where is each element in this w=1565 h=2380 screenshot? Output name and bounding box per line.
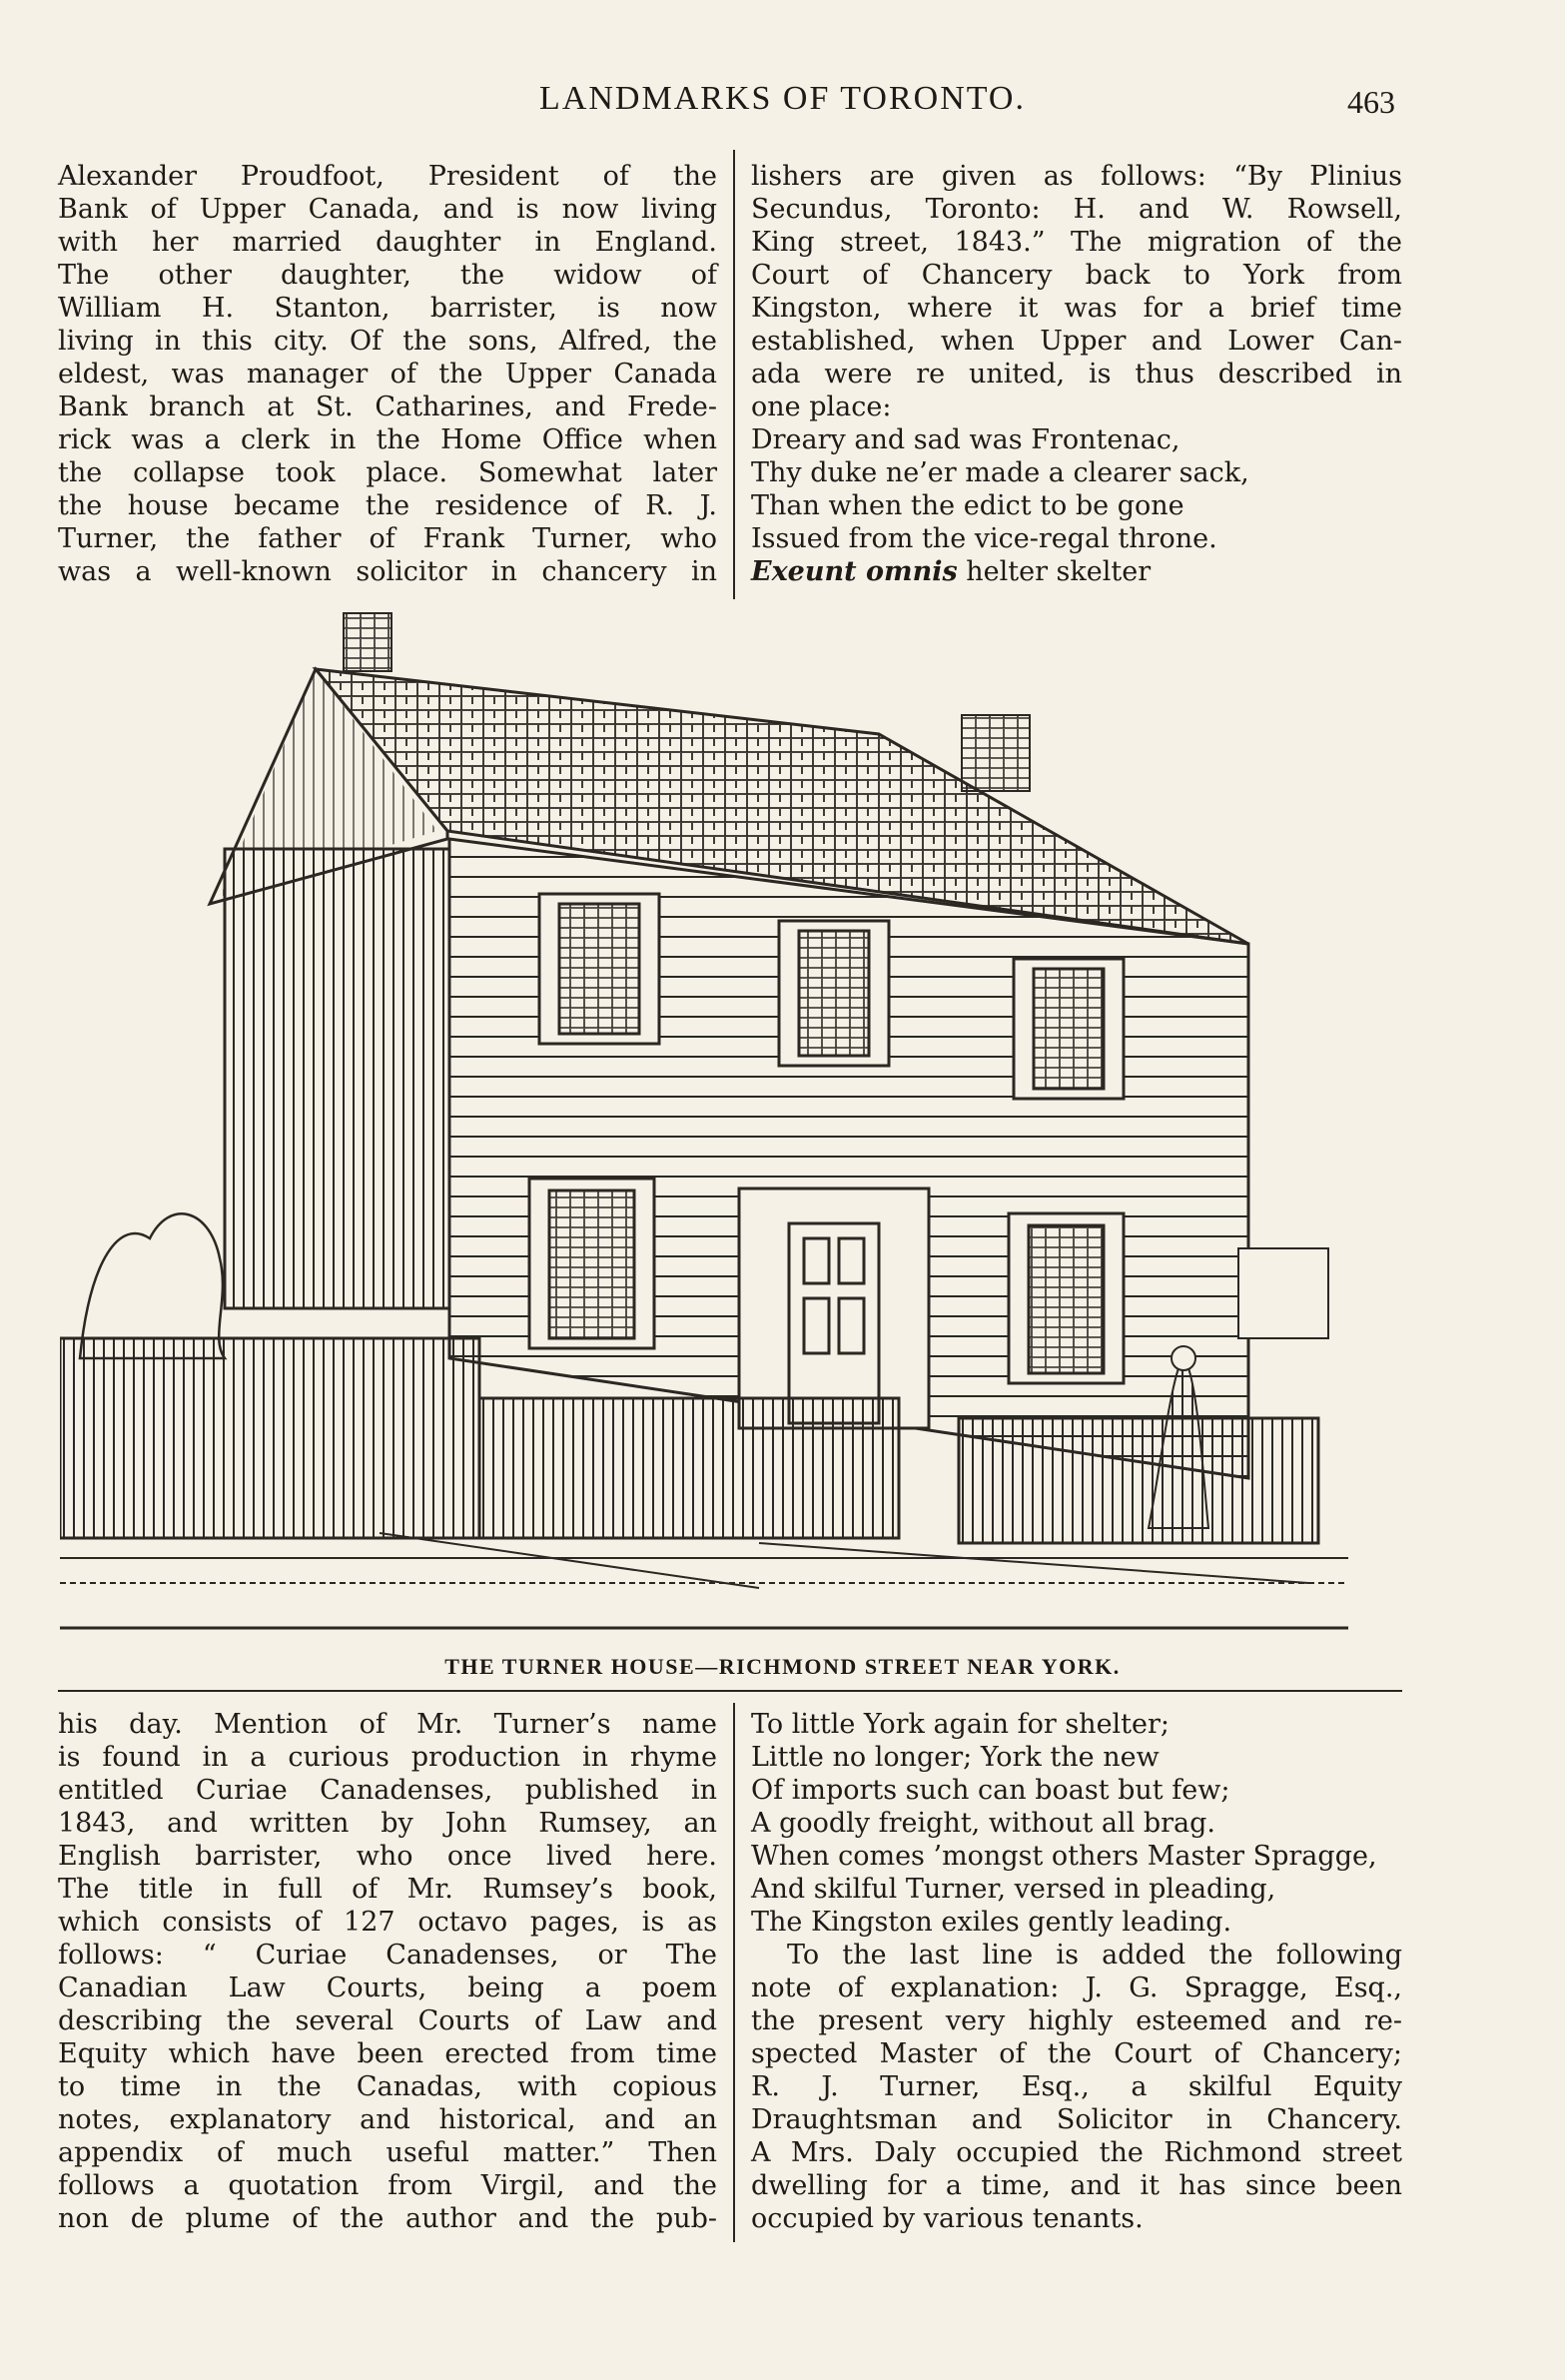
- text-line: King street, 1843.” The migration of the: [751, 227, 1402, 258]
- verse-line: Than when the edict to be gone: [751, 490, 1184, 521]
- text-line: spected Master of the Court of Chancery;: [751, 2038, 1402, 2069]
- verse-line: Little no longer; York the new: [751, 1742, 1160, 1773]
- top-right-column: [751, 160, 1402, 588]
- text-line: follows a quotation from Virgil, and the: [58, 2170, 717, 2201]
- column-divider: [733, 1703, 735, 2242]
- tree: [80, 1213, 225, 1358]
- text-line: the house became the residence of R. J.: [58, 490, 717, 521]
- text-line: non de plume of the author and the pub-: [58, 2203, 717, 2234]
- text-line: dwelling for a time, and it has since been: [751, 2170, 1402, 2201]
- text-line: William H. Stanton, barrister, is now: [58, 293, 717, 324]
- verse-line: The Kingston exiles gently leading.: [751, 1907, 1232, 1938]
- text-line: A Mrs. Daly occupied the Richmond street: [751, 2137, 1402, 2168]
- verse-tail: helter skelter: [957, 556, 1152, 587]
- text-line: eldest, was manager of the Upper Canada: [58, 359, 717, 390]
- running-title: LANDMARKS OF TORONTO.: [539, 80, 1026, 117]
- column-divider: [733, 150, 735, 599]
- text-line: Court of Chancery back to York from: [751, 260, 1402, 291]
- figure-caption: THE TURNER HOUSE—RICHMOND STREET NEAR YORK.: [444, 1654, 1121, 1679]
- running-head: [0, 80, 1565, 130]
- text-line: Bank branch at St. Catharines, and Frede-: [58, 392, 717, 422]
- top-left-column: [58, 160, 717, 588]
- chimney-left: [344, 613, 391, 671]
- text-line: living in this city. Of the sons, Alfred, the: [58, 326, 717, 357]
- text-line: his day. Mention of Mr. Turner’s name: [58, 1709, 717, 1740]
- bottom-left-column: [58, 1708, 717, 2235]
- text-line: R. J. Turner, Esq., a skilful Equity: [751, 2071, 1402, 2102]
- front-door: [739, 1189, 929, 1428]
- text-line: Equity which have been erected from time: [58, 2038, 717, 2069]
- turner-house-engraving: [60, 599, 1358, 1638]
- text-line: was a well-known solicitor in chancery in: [58, 556, 717, 587]
- text-line: To the last line is added the following: [787, 1940, 1402, 1971]
- text-line: Turner, the father of Frank Turner, who: [58, 523, 717, 554]
- text-line: appendix of much useful matter.” Then: [58, 2137, 717, 2168]
- text-line: Kingston, where it was for a brief time: [751, 293, 1402, 324]
- text-line: is found in a curious production in rhyme: [58, 1742, 717, 1773]
- verse-line: Issued from the vice-regal throne.: [751, 523, 1217, 554]
- text-line: describing the several Courts of Law and: [58, 2005, 717, 2036]
- text-line: entitled Curiae Canadenses, published in: [58, 1775, 717, 1806]
- bottom-right-column: [751, 1708, 1402, 2235]
- text-line: which consists of 127 octavo pages, is as: [58, 1907, 717, 1938]
- text-line: Bank of Upper Canada, and is now living: [58, 194, 717, 225]
- text-line: the present very highly esteemed and re-: [751, 2005, 1402, 2036]
- text-line: follows: “ Curiae Canadenses, or The: [58, 1940, 717, 1971]
- text-line: to time in the Canadas, with copious: [58, 2071, 717, 2102]
- chimney-right: [962, 715, 1030, 791]
- text-line: lishers are given as follows: “By Plinius: [751, 161, 1402, 192]
- verse-line: To little York again for shelter;: [751, 1709, 1171, 1740]
- verse-line: And skilful Turner, versed in pleading,: [751, 1874, 1276, 1905]
- verse-line: Dreary and sad was Frontenac,: [751, 424, 1180, 455]
- text-line: one place:: [751, 392, 892, 422]
- text-line: English barrister, who once lived here.: [58, 1841, 717, 1872]
- text-line: Draughtsman and Solicitor in Chancery.: [751, 2104, 1402, 2135]
- text-line: Secundus, Toronto: H. and W. Rowsell,: [751, 194, 1402, 225]
- text-line: The title in full of Mr. Rumsey’s book,: [58, 1874, 717, 1905]
- text-line: note of explanation: J. G. Spragge, Esq.,: [751, 1973, 1402, 2003]
- text-line: Alexander Proudfoot, President of the: [58, 161, 717, 192]
- text-line: ada were re united, is thus described in: [751, 359, 1402, 390]
- verse-line: Of imports such can boast but few;: [751, 1775, 1230, 1806]
- caption-rule: [58, 1690, 1402, 1692]
- text-line: Canadian Law Courts, being a poem: [58, 1973, 717, 2003]
- verse-line: When comes ’mongst others Master Spragge,: [751, 1841, 1377, 1872]
- page-number: 463: [1347, 84, 1395, 120]
- ground-lines: [60, 1533, 1348, 1628]
- text-line: rick was a clerk in the Home Office when: [58, 424, 717, 455]
- text-line: with her married daughter in England.: [58, 227, 717, 258]
- text-line: notes, explanatory and historical, and an: [58, 2104, 717, 2135]
- text-line: The other daughter, the widow of: [58, 260, 717, 291]
- text-line: 1843, and written by John Rumsey, an: [58, 1808, 717, 1839]
- italic-phrase: Exeunt omnis: [751, 556, 958, 587]
- text-line: the collapse took place. Somewhat later: [58, 457, 717, 488]
- text-line: occupied by various tenants.: [751, 2203, 1144, 2234]
- verse-line: Thy duke ne’er made a clearer sack,: [751, 457, 1249, 488]
- verse-line: A goodly freight, without all brag.: [751, 1808, 1215, 1839]
- distant-building: [1238, 1248, 1328, 1338]
- side-wall: [225, 849, 449, 1308]
- verse-line-last: [751, 555, 1402, 588]
- text-line: established, when Upper and Lower Can-: [751, 326, 1402, 357]
